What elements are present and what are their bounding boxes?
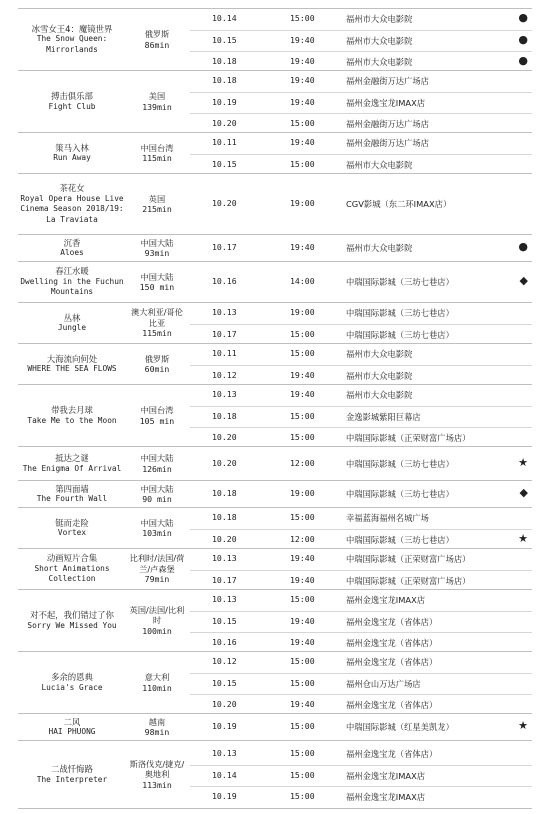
showing-date: 10.19 [212, 96, 237, 107]
film-runtime: 113min [142, 779, 172, 790]
film-origin [128, 590, 186, 651]
showing-time: 19:40 [290, 242, 315, 252]
film-title [18, 262, 126, 302]
showing-venue: 福州市大众电影院 [346, 35, 413, 46]
showing-time: 15:00 [290, 791, 315, 801]
film-title-en: Sorry We Missed You [27, 620, 117, 630]
film-country: 俄罗斯 [144, 29, 170, 39]
showing-venue: 中瑞国际影城（正荣财富广场店） [346, 575, 471, 586]
diamond-icon: ◆ [519, 274, 528, 287]
showing-venue: 福州金逸宝龙（省体店） [346, 749, 438, 759]
film-country: 俄罗斯 [144, 353, 170, 364]
film-origin [128, 133, 186, 173]
film-title [18, 590, 126, 651]
film-title-zh: 多余的恩典 [51, 672, 93, 682]
film-title-en: Vortex [57, 528, 87, 537]
showing-date: 10.17 [212, 328, 237, 339]
showing-date: 10.12 [212, 655, 237, 666]
film-title-en: The Snow Queen: Mirrorlands [36, 34, 108, 54]
showing-venue: 中瑞国际影城（三坊七巷店） [346, 534, 454, 545]
showings [190, 741, 532, 808]
showings [190, 481, 532, 507]
showing-time: 19:40 [290, 698, 315, 709]
showing-venue: 中瑞国际影城（正荣财富广场店） [346, 553, 471, 564]
showing-time: 19:00 [290, 198, 315, 208]
film-origin [128, 714, 186, 740]
film-title-en: WHERE THE SEA FLOWS [27, 364, 117, 373]
showing-time: 19:40 [290, 552, 315, 563]
film-title-zh: 铤而走险 [55, 517, 89, 528]
showing-row [190, 406, 532, 428]
showing-row [190, 272, 532, 293]
showings [190, 714, 532, 740]
film-title-en: The Fourth Wall [36, 494, 108, 503]
film-title-en: HAI PHUONG [48, 727, 96, 736]
film-title-en: Royal Opera House Live Cinema Season 2018/19: La Traviata [20, 193, 124, 224]
showing-row [190, 652, 532, 673]
film-title [18, 9, 126, 70]
showing-time: 15:00 [290, 431, 315, 442]
showing-venue: 福州金逸宝龙IMAX店 [346, 594, 426, 605]
film-title [18, 549, 126, 589]
film-country: 中国台湾 [140, 405, 174, 415]
showing-time: 12:00 [290, 457, 315, 468]
showing-time: 14:00 [290, 276, 315, 286]
film-origin [128, 549, 186, 589]
showing-date: 10.18 [212, 410, 237, 421]
film-country: 中国台湾 [140, 142, 174, 153]
showing-venue: 福州市大众电影院 [346, 370, 413, 381]
showing-row [190, 484, 532, 505]
film-title [18, 133, 126, 173]
showing-time: 19:40 [290, 55, 315, 66]
film-title-zh: 策马入林 [55, 142, 89, 153]
showings [190, 590, 532, 651]
star-icon: ★ [518, 455, 528, 469]
showing-date: 10.20 [212, 117, 237, 128]
film-title [18, 652, 126, 713]
film-block [18, 343, 532, 384]
film-block [18, 8, 532, 70]
film-country: 美国 [148, 91, 166, 101]
showing-venue: 福州金逸宝龙（省体店） [346, 699, 438, 710]
showing-date: 10.13 [212, 388, 237, 399]
film-runtime: 100min [142, 625, 172, 636]
showing-row [190, 611, 532, 633]
film-title [18, 714, 126, 740]
film-title-zh: 大海流向何处 [46, 353, 98, 364]
showing-venue: 福州金逸宝龙IMAX店 [346, 97, 426, 108]
showing-date: 10.20 [212, 533, 237, 544]
showing-venue: 福州仓山万达广场店 [346, 678, 421, 689]
showing-venue: 福州市大众电影院 [346, 348, 413, 359]
showings [190, 174, 532, 234]
showing-row [190, 92, 532, 114]
film-block [18, 651, 532, 713]
showing-time: 19:40 [290, 74, 315, 85]
film-origin [128, 344, 186, 384]
showing-venue: 福州金逸宝龙IMAX店 [346, 771, 426, 781]
showing-venue: 福州市大众电影院 [346, 243, 413, 253]
film-runtime: 79min [144, 574, 170, 585]
film-origin [128, 385, 186, 446]
showing-row [190, 71, 532, 92]
showing-row [190, 508, 532, 529]
film-country: 中国大陆 [140, 483, 174, 494]
showing-time: 15:00 [290, 593, 315, 604]
showing-date: 10.14 [212, 770, 237, 780]
film-title-zh: 对不起，我们错过了你 [30, 610, 114, 620]
showings [190, 303, 532, 343]
film-title [18, 344, 126, 384]
showing-time: 19:40 [290, 136, 315, 147]
film-runtime: 110min [142, 682, 172, 693]
showing-row [190, 786, 532, 808]
showing-venue: 幸福蓝海福州名城广场 [346, 512, 429, 523]
film-origin [128, 174, 186, 234]
showing-row [190, 133, 532, 154]
film-country: 斯洛伐克/捷克/奥地利 [129, 758, 185, 780]
showing-date: 10.13 [212, 748, 237, 758]
film-block [18, 234, 532, 261]
showings [190, 133, 532, 173]
showing-time: 15:00 [290, 770, 315, 780]
showing-row [190, 590, 532, 611]
showing-date: 10.15 [212, 158, 237, 169]
showings [190, 344, 532, 384]
screening-schedule-table [18, 8, 532, 810]
showing-date: 10.17 [212, 242, 237, 252]
showing-row [190, 194, 532, 215]
film-title-zh: 冰雪女王4：魔镜世界 [31, 23, 113, 34]
showing-time: 15:00 [290, 158, 315, 169]
showing-date: 10.16 [212, 276, 237, 286]
film-block [18, 173, 532, 234]
showings [190, 549, 532, 589]
film-runtime: 90 min [142, 494, 172, 504]
film-title-zh: 沉香 [63, 237, 81, 248]
showing-venue: 中瑞国际影城（正荣财富广场店） [346, 432, 471, 443]
film-block [18, 446, 532, 480]
showing-venue: 福州市大众电影院 [346, 56, 413, 67]
film-runtime: 115min [142, 153, 172, 163]
circle-icon: ● [518, 240, 528, 253]
showing-row [190, 385, 532, 406]
showing-date: 10.13 [212, 306, 237, 317]
showing-time: 12:00 [290, 533, 315, 544]
showing-date: 10.19 [212, 791, 237, 801]
showing-date: 10.18 [212, 488, 237, 498]
film-title-zh: 带我去月球 [51, 405, 93, 415]
film-block [18, 480, 532, 507]
star-icon: ★ [518, 531, 528, 545]
film-country: 中国大陆 [140, 271, 174, 282]
showing-date: 10.16 [212, 636, 237, 647]
film-title-zh: 二战忏悔路 [51, 764, 93, 774]
film-country: 澳大利亚/哥伦比亚 [131, 307, 183, 328]
film-origin [128, 652, 186, 713]
film-country: 中国大陆 [140, 517, 174, 528]
showing-time: 19:40 [290, 574, 315, 585]
showings [190, 71, 532, 132]
film-country: 中国大陆 [140, 237, 174, 248]
film-title [18, 385, 126, 446]
showing-row [190, 344, 532, 365]
film-block [18, 713, 532, 740]
film-title-en: Fight Club [48, 101, 96, 111]
film-block [18, 384, 532, 446]
film-runtime: 139min [142, 101, 172, 112]
film-origin [128, 741, 186, 808]
showing-venue: 福州市大众电影院 [346, 13, 413, 24]
showing-venue: 福州金逸宝龙（省体店） [346, 616, 438, 627]
showing-date: 10.19 [212, 721, 237, 731]
showing-venue: 福州金融街万达广场店 [346, 118, 429, 129]
film-origin [128, 303, 186, 343]
film-title [18, 174, 126, 234]
film-origin [128, 508, 186, 548]
showing-venue: 福州市大众电影院 [346, 159, 413, 170]
film-title-zh: 抵达之谜 [55, 453, 89, 463]
film-runtime: 98min [144, 727, 170, 737]
film-title-en: Take Me to the Moon [27, 415, 117, 425]
showing-venue: 中瑞国际影城（三坊七巷店） [346, 307, 454, 318]
film-title [18, 71, 126, 132]
film-origin [128, 481, 186, 507]
showing-time: 19:40 [290, 636, 315, 647]
showing-date: 10.20 [212, 698, 237, 709]
showing-date: 10.20 [212, 431, 237, 442]
film-block [18, 132, 532, 173]
film-runtime: 150 min [139, 282, 175, 292]
film-title-en: Dwelling in the Fuchun Mountains [20, 276, 124, 297]
showing-row [190, 9, 532, 30]
showing-date: 10.15 [212, 615, 237, 626]
showing-date: 10.11 [212, 347, 237, 358]
film-block [18, 589, 532, 651]
film-title-zh: 二风 [63, 716, 81, 727]
star-icon: ★ [518, 719, 528, 732]
film-country: 英国/法国/比利时 [129, 604, 185, 626]
showing-date: 10.13 [212, 552, 237, 563]
showing-time: 19:40 [290, 615, 315, 626]
showing-venue: 福州金逸宝龙（省体店） [346, 656, 438, 667]
showing-date: 10.17 [212, 574, 237, 585]
circle-icon: ● [518, 53, 528, 67]
showing-date: 10.15 [212, 34, 237, 45]
showing-venue: 中瑞国际影城（三坊七巷店） [346, 329, 454, 340]
circle-icon: ● [518, 10, 528, 24]
film-title [18, 741, 126, 808]
showing-venue: 福州金逸宝龙IMAX店 [346, 792, 426, 802]
showing-date: 10.18 [212, 511, 237, 522]
showing-venue: 福州金融街万达广场店 [346, 75, 429, 86]
circle-icon: ● [518, 32, 528, 46]
film-runtime: 93min [144, 248, 170, 258]
film-origin [128, 9, 186, 70]
film-block [18, 70, 532, 132]
showing-time: 15:00 [290, 655, 315, 666]
showing-date: 10.18 [212, 55, 237, 66]
showing-time: 15:00 [290, 748, 315, 758]
showing-date: 10.13 [212, 593, 237, 604]
showing-time: 15:00 [290, 721, 315, 731]
film-title-zh: 搏击俱乐部 [51, 91, 93, 101]
film-title-zh: 春江水暖 [55, 266, 89, 277]
film-block [18, 261, 532, 302]
film-title [18, 303, 126, 343]
showing-time: 15:00 [290, 677, 315, 688]
film-title-en: Aloes [60, 248, 84, 257]
showings [190, 262, 532, 302]
showing-venue: 福州金逸宝龙（省体店） [346, 637, 438, 648]
showing-time: 19:40 [290, 369, 315, 380]
showing-date: 10.12 [212, 369, 237, 380]
showings [190, 447, 532, 480]
film-title-zh: 第四面墙 [55, 483, 89, 494]
film-country: 越南 [148, 716, 166, 727]
showing-time: 15:00 [290, 410, 315, 421]
film-title-zh: 茶花女 [59, 183, 85, 193]
showing-time: 15:00 [290, 12, 315, 23]
film-country: 意大利 [144, 672, 170, 682]
showing-row [190, 673, 532, 695]
showing-row [190, 238, 532, 259]
showing-time: 15:00 [290, 511, 315, 522]
showing-row [190, 744, 532, 765]
film-country: 英国 [148, 193, 166, 204]
showing-time: 19:00 [290, 488, 315, 498]
showings [190, 652, 532, 713]
diamond-icon: ◆ [519, 486, 528, 499]
showing-time: 19:40 [290, 388, 315, 399]
film-block [18, 548, 532, 589]
film-runtime: 103min [142, 528, 172, 538]
film-title [18, 447, 126, 480]
film-title-en: Jungle [57, 323, 87, 332]
film-title-en: Short Animations Collection [34, 563, 110, 584]
showing-time: 19:40 [290, 34, 315, 45]
film-origin [128, 235, 186, 261]
showing-venue: 福州金融街万达广场店 [346, 137, 429, 148]
film-origin [128, 71, 186, 132]
showing-venue: 中瑞国际影城（三坊七巷店） [346, 458, 454, 469]
film-title-en: Lucia's Grace [41, 682, 103, 692]
film-title-en: The Interpreter [36, 774, 108, 784]
showings [190, 385, 532, 446]
showing-date: 10.14 [212, 12, 237, 23]
showing-venue: 福州市大众电影院 [346, 389, 413, 400]
film-origin [128, 262, 186, 302]
showing-date: 10.20 [212, 198, 237, 208]
film-title-zh: 丛林 [63, 312, 81, 323]
showing-row [190, 549, 532, 570]
film-runtime: 86min [144, 39, 170, 50]
showings [190, 9, 532, 70]
showing-time: 15:00 [290, 328, 315, 339]
showing-venue: CGV影城（东二环IMAX店） [346, 199, 452, 209]
showing-row [190, 30, 532, 52]
film-title [18, 235, 126, 261]
showings [190, 508, 532, 548]
film-title-en: The Enigma Of Arrival [22, 463, 122, 473]
showing-venue: 中瑞国际影城（红星美凯龙） [346, 722, 454, 732]
film-block [18, 740, 532, 809]
film-origin [128, 447, 186, 480]
showing-venue: 金逸影城紫阳巨幕店 [346, 411, 421, 422]
film-title-en: Run Away [53, 153, 91, 162]
showing-time: 15:00 [290, 117, 315, 128]
showing-time: 15:00 [290, 347, 315, 358]
showing-venue: 中瑞国际影城（三坊七巷店） [346, 277, 454, 287]
film-runtime: 105 min [139, 415, 175, 426]
showings [190, 235, 532, 261]
film-country: 比利时/法国/荷兰/卢森堡 [129, 553, 185, 574]
showing-row [190, 717, 532, 738]
film-block [18, 302, 532, 343]
film-block [18, 507, 532, 548]
showing-row [190, 765, 532, 787]
film-title [18, 481, 126, 507]
film-country: 中国大陆 [140, 453, 174, 463]
showing-date: 10.15 [212, 677, 237, 688]
film-runtime: 215min [142, 204, 172, 214]
film-runtime: 115min [142, 328, 172, 339]
film-title-zh: 动画短片合集 [46, 553, 98, 564]
showing-date: 10.11 [212, 136, 237, 147]
showing-time: 19:40 [290, 96, 315, 107]
showing-date: 10.20 [212, 457, 237, 468]
showing-time: 19:00 [290, 306, 315, 317]
showing-date: 10.18 [212, 74, 237, 85]
showing-row [190, 303, 532, 324]
film-title [18, 508, 126, 548]
film-runtime: 126min [142, 463, 172, 474]
film-runtime: 60min [144, 364, 170, 374]
showing-row [190, 454, 532, 475]
showing-venue: 中瑞国际影城（三坊七巷店） [346, 489, 454, 499]
